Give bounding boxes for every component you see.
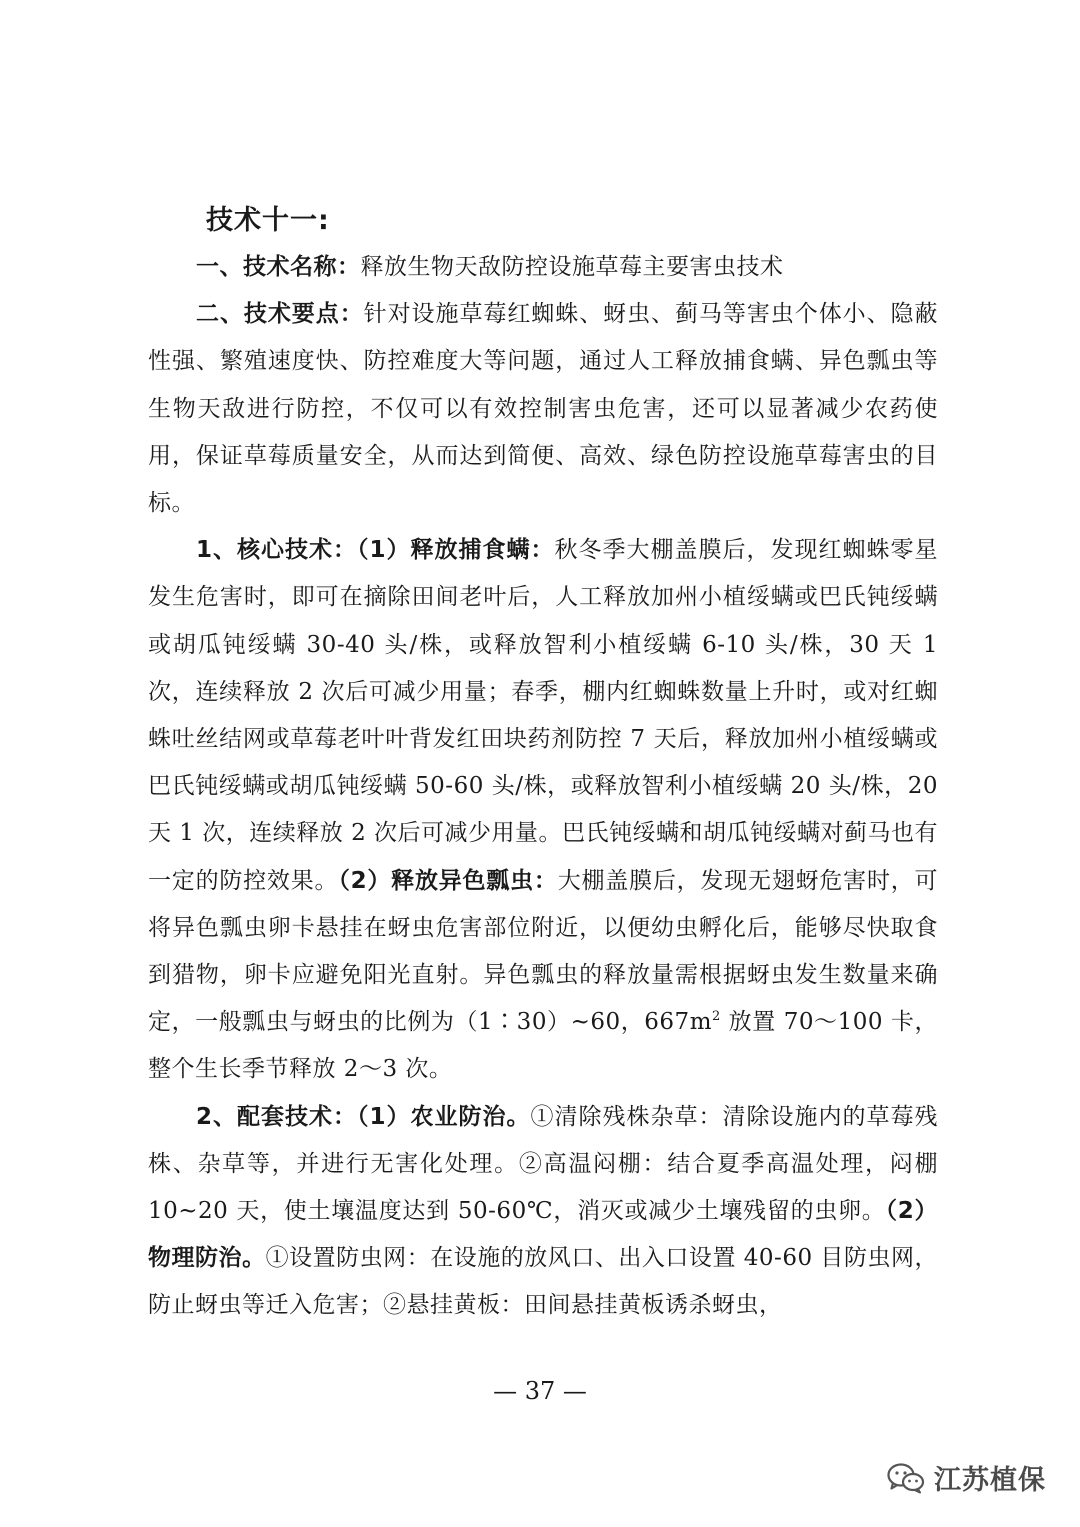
paragraph-heading: （2）物理防治。 [148,1198,938,1272]
watermark-text: 江苏植保 [934,1465,1046,1496]
superscript: 2 [712,1009,721,1025]
paragraph [148,244,938,291]
paragraph [148,1094,938,1330]
document-body [148,244,938,1330]
paragraph-text: 针对设施草莓红蜘蛛、蚜虫、蓟马等害虫个体小、隐蔽性强、繁殖速度快、防控难度大等问题，通过人工释放捕食螨、异色瓢虫等生物天敌进行防控，不仅可以有效控制害虫危害，还可以显著减少农药使用，保证草莓质量安全，从而达到简便、高效、绿色防控设施草莓害虫的目标。 [148,301,939,517]
paragraph-text: ①清除残株杂草：清除设施内的草莓残株、杂草等，并进行无害化处理。②高温闷棚：结合夏季高温处理，闷棚 10~20 天，使土壤温度达到 50-60℃，消灭或减少土壤残留的虫卵。 [148,1103,938,1225]
paragraph-text: ①设置防虫网：在设施的放风口、出入口设置 40-60 目防虫网，防止蚜虫等迁入危害；②悬挂黄板：田间悬挂黄板诱杀蚜虫， [148,1245,938,1319]
paragraph-text: 秋冬季大棚盖膜后，发现红蜘蛛零星发生危害时，即可在摘除田间老叶后，人工释放加州小植绥螨或巴氏钝绥螨或胡瓜钝绥螨 30-40 头/株，或释放智利小植绥螨 6-10 头/株，30 天 1 次，连续释放 2 次后可减少用量；春季，棚内红蜘蛛数量上升时，或对红蜘蛛吐丝结网或草莓老叶叶背发红田块药剂防控 7 天后，释放加州小植绥螨或巴氏钝绥螨或胡瓜钝绥螨 50-60 头/株，或释放智利小植绥螨 20 头/株，20 天 1 次，连续释放 2 次后可减少用量。巴氏钝绥螨和胡瓜钝绥螨对蓟马也有一定的防控效果。 [148,537,939,894]
paragraph-text: 放置 70～100 卡，整个生长季节释放 2～3 次。 [148,1009,938,1083]
paragraph-heading: 二、技术要点： [196,301,364,328]
paragraph-heading: 1、核心技术：（1）释放捕食螨： [196,537,555,564]
paragraph-heading: （2）释放异色瓢虫： [338,867,558,894]
paragraph [148,527,938,1093]
wechat-icon [886,1462,926,1494]
paragraph-text: 大棚盖膜后，发现无翅蚜危害时，可将异色瓢虫卵卡悬挂在蚜虫危害部位附近，以便幼虫孵化后，能够尽快取食到猎物，卵卡应避免阳光直射。异色瓢虫的释放量需根据蚜虫发生数量来确定，一般瓢虫与蚜虫的比例为（1∶30）~60，667m [148,867,939,1036]
section-title: 技术十一: [206,205,330,236]
paragraph-heading: 一、技术名称： [196,254,361,280]
page-number: — 37 — [493,1377,587,1405]
watermark [886,1458,1046,1497]
paragraph [148,291,938,527]
paragraph-text: 释放生物天敌防控设施草莓主要害虫技术 [360,254,784,280]
paragraph-heading: 2、配套技术：（1）农业防治。 [196,1103,531,1130]
